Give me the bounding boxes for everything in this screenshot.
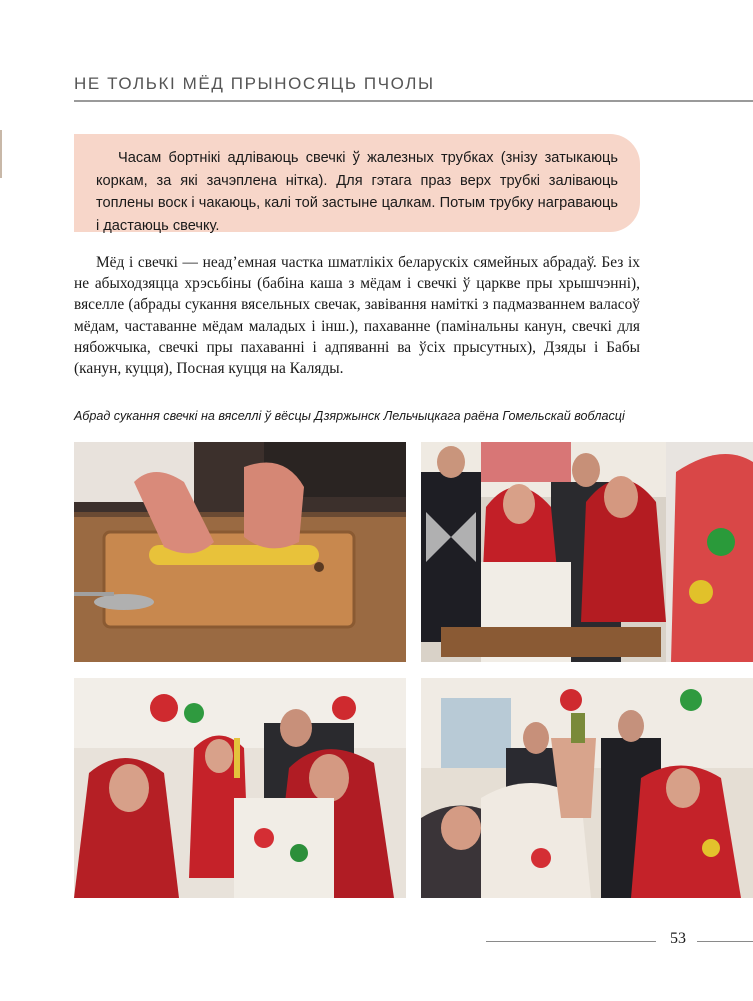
info-callout: [74, 134, 640, 232]
body-paragraph: Мёд і свечкі — неад’емная частка шматлікіх беларускіх сямейных абрадаў. Без іх не абыходзяцца хрэсьбіны (бабіна каша з мёдам і свечкі ў царкве пры хрышчэнні), вяселле (абрады сукання вясельных свечак, завівання наміткі з падмазваннем валасоў мёдам, частаванне мёдам маладых і інш.), пахаванне (памінальны канун, свечкі для нябожчыка, свечкі пры пахаванні і адпяванні ва ўсіх прысутных), Дзяды і Бабы (канун, куцця), Посная куцця на Каляды.: [74, 254, 640, 378]
photo-caption: Абрад сукання свечкі на вяселлі ў вёсцы Дзяржынск Лельчыцкага раёна Гомельскай вобласці: [74, 409, 625, 423]
margin-mark: [0, 130, 2, 178]
header-rule: [74, 100, 753, 102]
photo-raising-candle: [74, 678, 406, 898]
body-text: [74, 252, 640, 379]
photo-group-reaching: [421, 678, 753, 898]
callout-text: Часам бортнікі адліваюць свечкі ў жалезных трубках (знізу затыкаюць коркам, за які зачэплена нітка). Для гэтага праз верх трубкі заліваюць топлены воск і чакаюць, калі той застыне цалкам. Потым трубку награваюць і дастаюць свечку.: [96, 150, 618, 234]
photo-singing-women: [421, 442, 753, 662]
footer-rule-left: [486, 941, 656, 942]
page-number: 53: [670, 930, 686, 947]
footer-rule-right: [697, 941, 753, 942]
photo-rolling-candle: [74, 442, 406, 662]
running-header: [0, 68, 753, 102]
section-title: НЕ ТОЛЬКІ МЁД ПРЫНОСЯЦЬ ПЧОЛЫ: [74, 74, 435, 93]
